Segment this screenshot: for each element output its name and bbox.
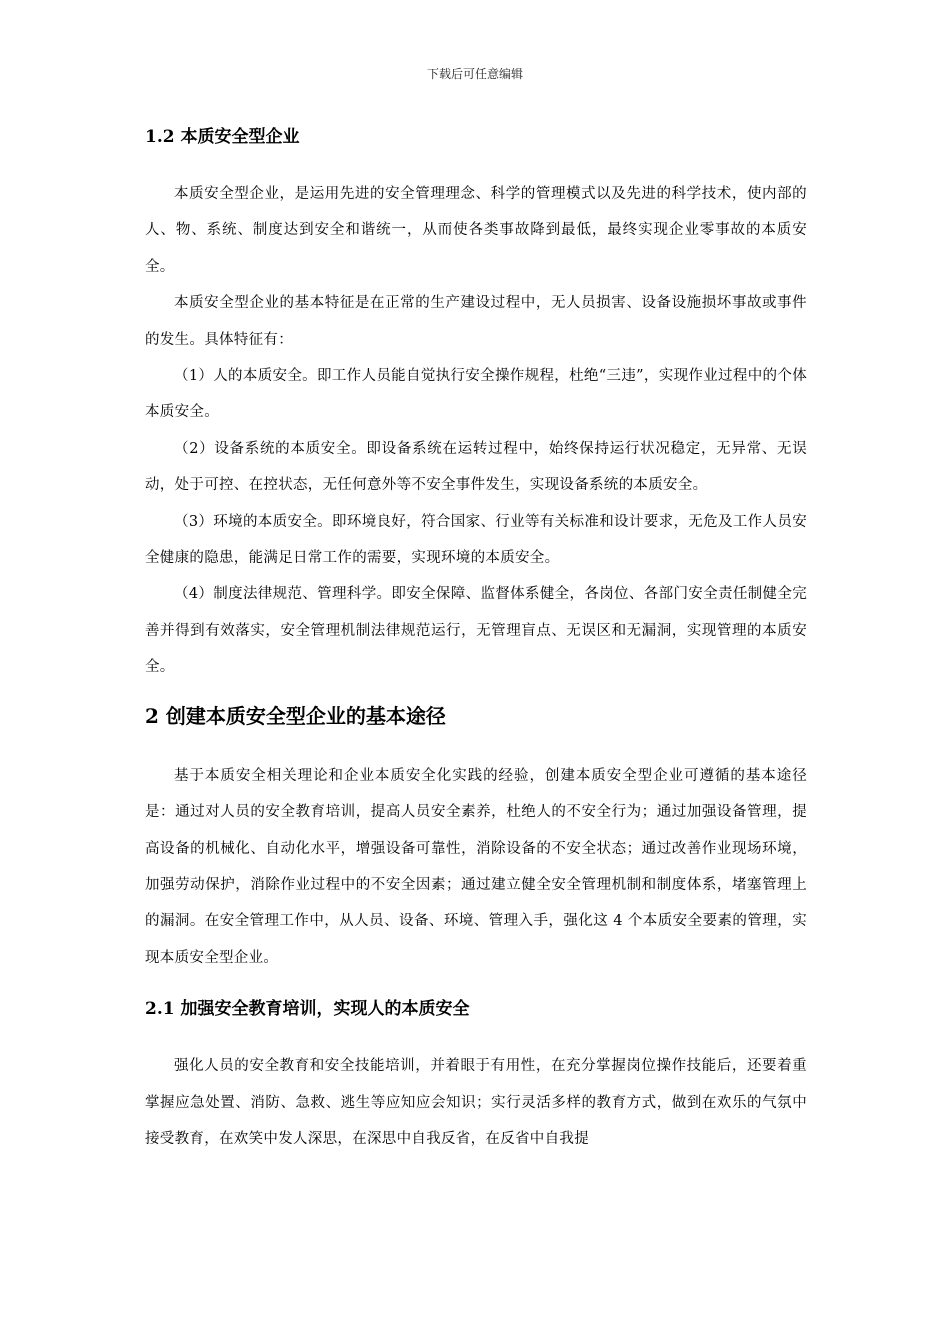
paragraph: 基于本质安全相关理论和企业本质安全化实践的经验，创建本质安全型企业可遵循的基本途径是：通过对人员的安全教育培训，提高人员安全素养，杜绝人的不安全行为；通过加强设备管理，提高设备的机械化、自动化水平，增强设备可靠性，消除设备的不安全状态；通过改善作业现场环境，加强劳动保护，消除作业过程中的不安全因素；通过建立健全安全管理机制和制度体系，堵塞管理上的漏洞。在安全管理工作中，从人员、设备、环境、管理入手，强化这 4 个本质安全要素的管理，实现本质安全型企业。 <box>145 767 807 966</box>
paragraph: 本质安全型企业，是运用先进的安全管理理念、科学的管理模式以及先进的科学技术，使内部的人、物、系统、制度达到安全和谐统一，从而使各类事故降到最低，最终实现企业零事故的本质安全。 <box>145 186 807 275</box>
paragraph: 本质安全型企业的基本特征是在正常的生产建设过程中，无人员损害、设备设施损坏事故或事件的发生。具体特征有： <box>145 295 807 348</box>
paragraph: （3）环境的本质安全。即环境良好，符合国家、行业等有关标准和设计要求，无危及工作人员安全健康的隐患，能满足日常工作的需要，实现环境的本质安全。 <box>145 513 807 567</box>
paragraph: （2）设备系统的本质安全。即设备系统在运转过程中，始终保持运行状况稳定，无异常、无误动，处于可控、在控状态，无任何意外等不安全事件发生，实现设备系统的本质安全。 <box>145 440 807 494</box>
page-header-note: 下载后可任意编辑 <box>426 67 523 81</box>
paragraph: （1）人的本质安全。即工作人员能自觉执行安全操作规程，杜绝“三违”，实现作业过程中的个体本质安全。 <box>145 368 807 421</box>
paragraph: （4）制度法律规范、管理科学。即安全保障、监督体系健全，各岗位、各部门安全责任制健全完善并得到有效落实，安全管理机制法律规范运行，无管理盲点、无误区和无漏洞，实现管理的本质安全。 <box>145 586 807 676</box>
section-2-1-heading: 2.1 加强安全教育培训，实现人的本质安全 <box>145 999 470 1020</box>
paragraph: 强化人员的安全教育和安全技能培训，并着眼于有用性，在充分掌握岗位操作技能后，还要着重掌握应急处置、消防、急救、逃生等应知应会知识；实行灵活多样的教育方式，做到在欢乐的气氛中接受教育，在欢笑中发人深思，在深思中自我反省，在反省中自我提 <box>145 1058 807 1147</box>
section-1-2-heading: 1.2 本质安全型企业 <box>145 127 300 147</box>
document-body <box>145 120 807 1157</box>
section-2-heading: 2 创建本质安全型企业的基本途径 <box>145 703 446 728</box>
